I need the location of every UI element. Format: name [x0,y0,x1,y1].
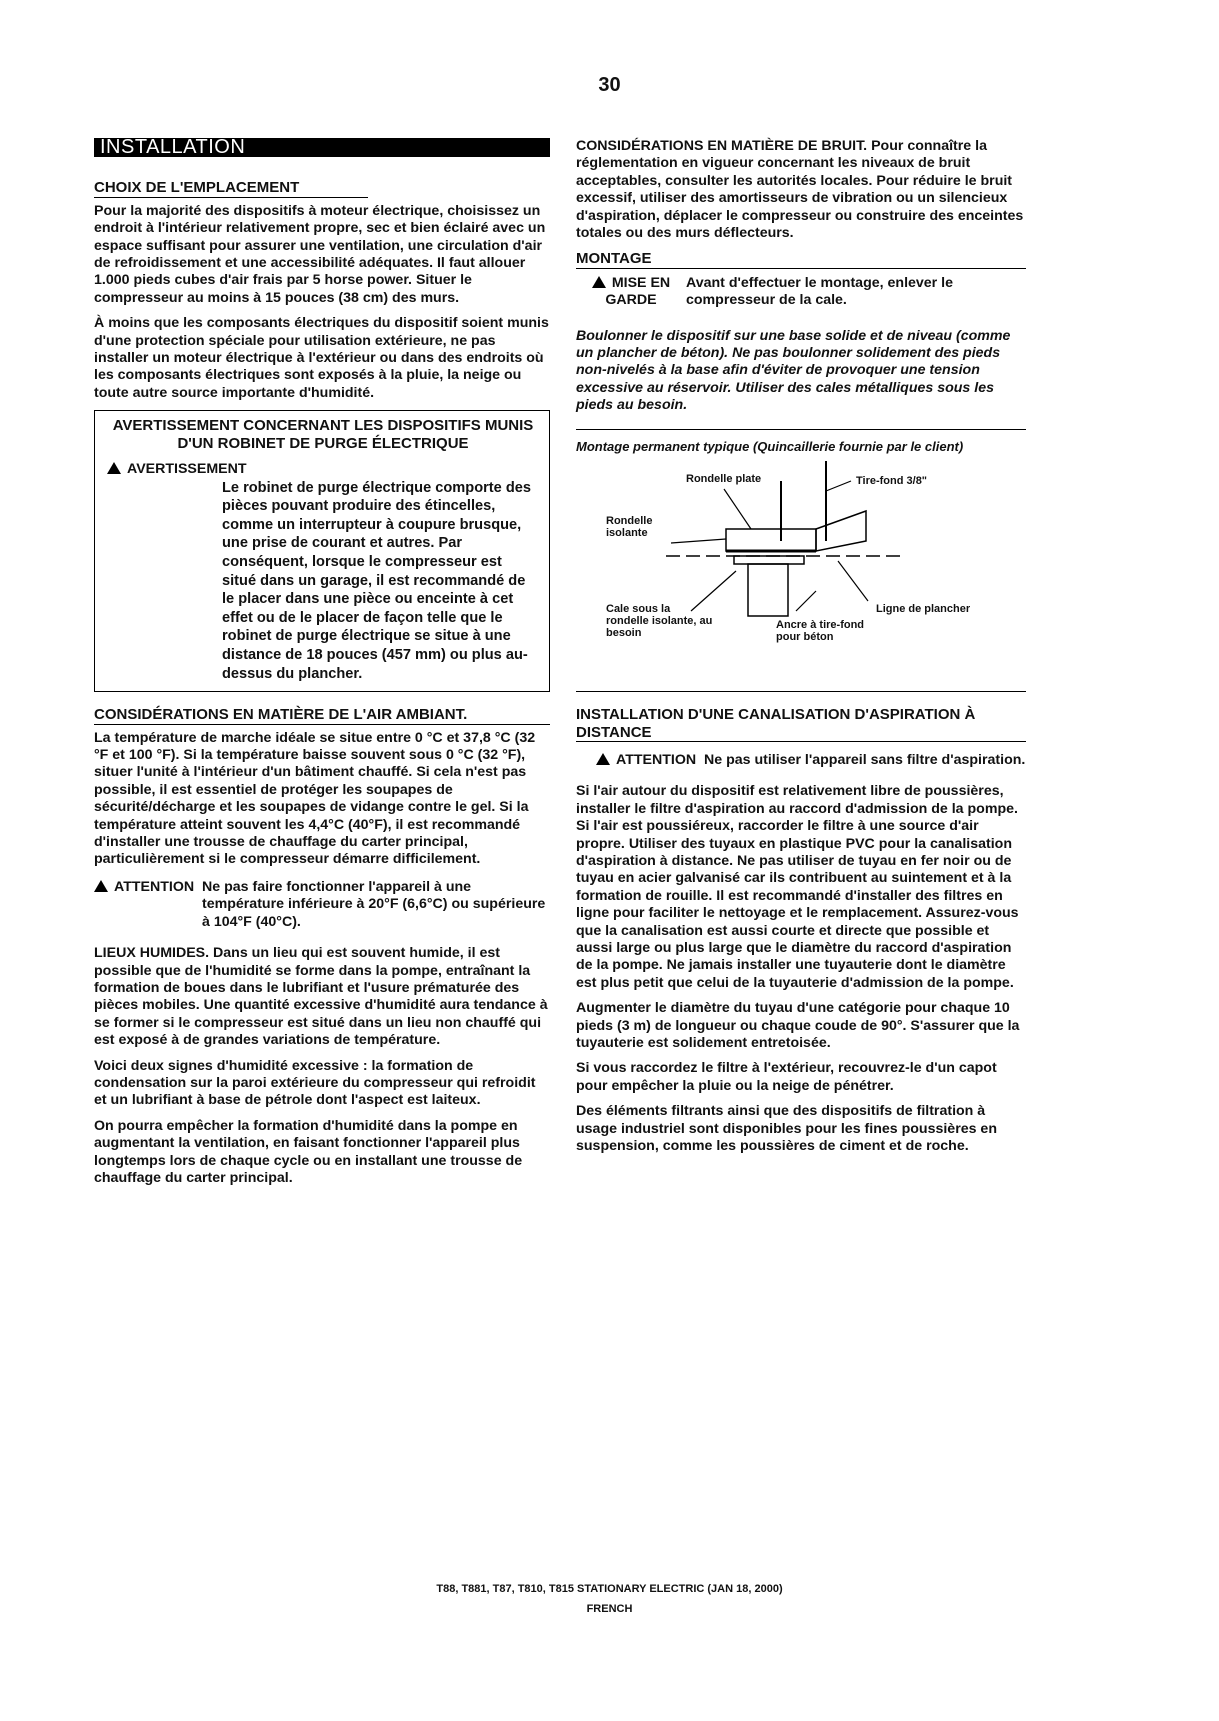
temperature-attention [94,879,550,931]
aspiration-paragraph-1: Si l'air autour du dispositif est relativement libre de poussières, installer le filtre d'aspiration au raccord d'admission de la pompe. Si l'air est poussiéreux, raccorder le filtre à une source d'air propre. Utiliser des tuyaux en plastique PVC pour la canalisation d'aspiration à distance. Ne pas utiliser de tuyau en fer noir ou de tuyau en acier galvanisé car ils contribuent au suintement et à la formation de rouille. Il est recommandé d'installer des filtres en ligne pour faciliter le nettoyage et le remplacement. Assurez-vous que la canalisation est aussi courte et directe que possible et aussi large ou plus large que le diamètre du raccord d'aspiration de la pompe. Ne jamais installer une tuyauterie dont le diamètre est plus petit que celui de la tuyauterie d'admission de la pompe. [576,783,1019,991]
warning-subtitle [107,461,539,478]
attention-triangle-icon [94,880,108,892]
mounting-diagram [576,461,1026,681]
attention-label: ATTENTION [114,878,195,895]
aspiration-attention-label: ATTENTION [616,751,697,768]
aspiration-attention-text: Ne pas utiliser l'appareil sans filtre d'aspiration. [704,751,1026,768]
section-banner: INSTALLATION [94,138,550,157]
noise-text: Pour connaître la réglementation en vigueur concernant les niveaux de bruit acceptables, consulter les autorités locales. Pour réduire le bruit excessif, utiliser des amortisseurs de vibration ou un silencieux d'aspiration, déplacer le compresseur ou construire des enceintes totales ou des murs déflecteurs. [576,138,1024,242]
temperature-paragraph [94,730,550,869]
temperature-heading: CONSIDÉRATIONS EN MATIÈRE DE L'AIR AMBIANT. [94,706,550,724]
warning-box [94,410,550,692]
footer-models: T88, T881, T87, T810, T815 STATIONARY ELECTRIC (JAN 18, 2000) [436,1583,783,1595]
choix-paragraph-2: À moins que les composants électriques du dispositif soient munis d'une protection spéciale pour utilisation extérieure, ne pas installer un moteur électrique à l'extérieur ou dans des endroits où les composants électriques sont exposés à la pluie, la neige ou toute autre source importante d'humidité. [94,315,549,401]
montage-paragraph: Boulonner le dispositif sur une base solide et de niveau (comme un plancher de béton). Ne pas boulonner solidement des pieds non-nivelés à la base afin d'éviter de provoquer une tension excessive au réservoir. Utiliser des cales métalliques sous les pieds au besoin. [576,327,1011,414]
aspiration-paragraph-3: Si vous raccordez le filtre à l'extérieur, recouvrez-le d'un capot pour empêcher la pluie ou la neige de pénétrer. [576,1060,997,1094]
humid-paragraph-2: Voici deux signes d'humidité excessive : la formation de condensation sur la paroi extérieure du compresseur qui refroidit et un lubrifiant à base de pétrole dont l'aspect est laiteux. [94,1057,536,1109]
mounting-figure [576,461,1026,692]
warning-box-title: AVERTISSEMENT CONCERNANT LES DISPOSITIFS MUNIS D'UN ROBINET DE PURGE ÉLECTRIQUE [112,417,534,453]
footer-language: FRENCH [586,1603,633,1615]
page-number: 30 [598,74,621,96]
temperature-text-b: Si cela n'est pas possible, il est essentiel de protéger les soupapes de sécurité/décharge et les soupapes de vidange contre le gel. Si la température atteint souvent les 4,4°C (40°F), il est recommandé d'installer une trousse de chauffage du carter principal, particulièrement si le compresseur démarre difficilement. [94,764,529,868]
left-column [94,138,550,1195]
noise-paragraph [576,138,1026,242]
figure-caption: Montage permanent typique (Quincaillerie fournie par le client) [576,429,1026,455]
montage-heading: MONTAGE [576,250,1026,268]
label-cale: Cale sous la rondelle isolante, au besoin [606,603,713,640]
label-ancre: Ancre à tire-fond pour béton [776,619,865,644]
choix-paragraph-1: Pour la majorité des dispositifs à moteur électrique, choisissez un endroit à l'intérieur relativement propre, sec et bien éclairé avec un espace suffisant pour assurer une ventilation, une circulation d'air de refroidissement et une accessibilité adéquates. Il faut allouer 1.000 pieds cubes d'air frais par 5 horse power. Situer le compresseur au moins à 15 pouces (38 cm) des murs. [94,202,546,306]
aspiration-paragraph-4: Des éléments filtrants ainsi que des dispositifs de filtration à usage industriel sont disponibles pour les fines poussières en suspension, comme les poussières de ciment et de roche. [576,1103,997,1155]
montage-warning [576,275,1026,310]
label-tire-fond: Tire-fond 3/8" [856,475,928,488]
aspiration-heading: INSTALLATION D'UNE CANALISATION D'ASPIRATION À DISTANCE [576,706,1026,742]
humid-paragraph-3: On pourra empêcher la formation d'humidité dans la pompe en augmentant la ventilation, en faisant fonctionner l'appareil plus longtemps lors de chaque cycle ou en installant une trousse de chauffage du carter principal. [94,1117,523,1186]
montage-warning-text: Avant d'effectuer le montage, enlever le compresseur de la cale. [686,274,953,309]
aspiration-triangle-icon [596,753,610,765]
noise-lead: CONSIDÉRATIONS EN MATIÈRE DE BRUIT. [576,138,868,154]
mise-en-garde-triangle-icon [592,276,606,288]
right-column [576,138,1026,1163]
humid-paragraph-1 [94,945,550,1049]
label-rondelle-isolante: Rondelle isolante [606,515,653,540]
aspiration-attention [596,752,1026,769]
attention-text: Ne pas faire fonctionner l'appareil à une température inférieure à 20°F (6,6°C) ou supérieure à 104°F (40°C). [202,878,546,930]
humid-text-1: Dans un lieu qui est souvent humide, il est possible que de l'humidité se forme dans la pompe, entraînant la formation de boues dans le lubrifiant et l'usure prématurée des pièces mobiles. Une quantité excessive d'humidité aura tendance à se former si le compresseur est situé dans un lieu non chauffé qui est exposé à de grandes variations de température. [94,945,548,1049]
temperature-text-a: La température de marche idéale se situe entre 0 °C et 37,8 °C (32 °F et 100 °F). Si la température baisse souvent sous 0 °C (32 °F), situer l'unité à l'intérieur d'un bâtiment chauffé. [94,729,536,781]
choix-heading: CHOIX DE L'EMPLACEMENT [94,179,368,197]
warning-text: Le robinet de purge électrique comporte des pièces pouvant produire des étincelles, comme un interrupteur à coupure brusque, une prise de courant et autres. Par conséquent, lorsque le compresseur est situé dans un garage, il est recommandé de le placer dans une pièce ou enceinte à cet effet ou de le placer de façon telle que le robinet de purge électrique se situe à une distance de 18 pouces (457 mm) ou plus au-dessus du plancher. [222,479,531,682]
humid-lead: LIEUX HUMIDES. [94,945,210,962]
label-ligne-plancher: Ligne de plancher [876,603,971,616]
warning-sub-label: AVERTISSEMENT [127,461,247,478]
aspiration-paragraph-2: Augmenter le diamètre du tuyau d'une catégorie pour chaque 10 pieds (3 m) de longueur ou chaque coude de 90°. S'assurer que la tuyauterie est solidement entretoisée. [576,1000,1020,1051]
label-rondelle-plate: Rondelle plate [686,473,762,486]
montage-warning-label: MISE EN GARDE [605,274,671,309]
warning-triangle-icon [107,462,121,474]
